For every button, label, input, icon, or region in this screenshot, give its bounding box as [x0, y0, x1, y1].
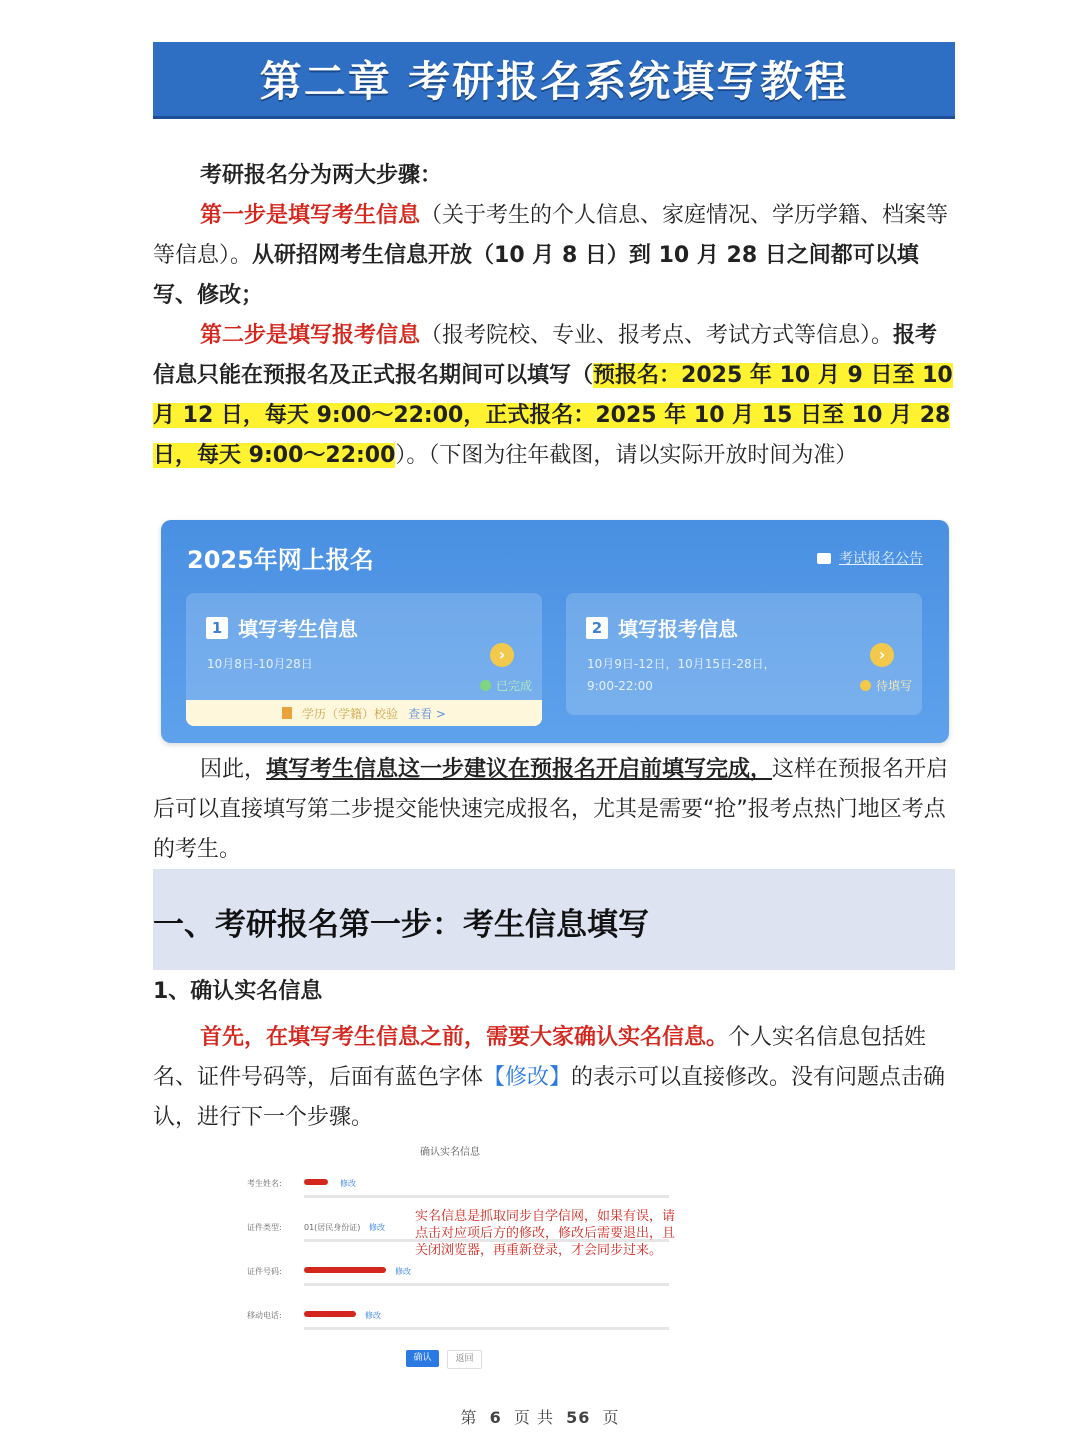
row-label: 考生姓名:	[247, 1179, 282, 1188]
edit-link[interactable]: 修改	[365, 1311, 381, 1320]
hint-line	[304, 1327, 669, 1330]
row-label: 证件号码:	[247, 1267, 282, 1276]
document-icon	[282, 707, 292, 719]
step1-paragraph	[153, 196, 955, 316]
advice-paragraph	[153, 750, 955, 870]
step2-status	[860, 677, 912, 694]
pending-icon	[860, 680, 871, 691]
step2-title: 填写报考信息	[618, 617, 738, 641]
sub-block	[153, 972, 955, 1138]
registration-card	[161, 520, 949, 743]
sub-rest2: 的表示可以直接修改。没有问题点击确认，进行下一个步骤。	[153, 1065, 946, 1130]
step1-number: 1	[206, 617, 228, 639]
page-number: 6	[489, 1408, 502, 1427]
row-label: 移动电话:	[247, 1311, 282, 1320]
sub-blue: 【修改】	[483, 1065, 572, 1090]
verify-bar	[186, 700, 542, 726]
verify-label: 学历（学籍）校验	[302, 706, 399, 721]
footer-pre: 第	[460, 1408, 478, 1427]
redacted-mark	[304, 1179, 328, 1185]
step2-dates	[587, 653, 776, 697]
chevron-right-icon[interactable]: ›	[490, 643, 514, 667]
hint-line	[304, 1283, 669, 1286]
advice-block	[153, 750, 955, 870]
edit-link[interactable]: 修改	[369, 1223, 385, 1232]
confirm-button[interactable]: 确认	[406, 1350, 439, 1367]
verify-link[interactable]: 查看 >	[408, 706, 446, 721]
row-label: 证件类型:	[247, 1223, 282, 1232]
realname-form	[235, 1140, 676, 1375]
redacted-mark	[304, 1267, 386, 1273]
sub-rest1: 个人实名信息包括姓名、证件号码等，后面有蓝色字体	[153, 1025, 927, 1090]
step1-bold: 从研招网考生信息开放（10 月 8 日）到 10 月 28 日之间都可以填写、修改；	[153, 243, 919, 308]
section-title: 一、考研报名第一步：考生信息填写	[153, 907, 649, 943]
section-header	[153, 869, 955, 970]
edit-link[interactable]: 修改	[340, 1179, 356, 1188]
page-footer	[0, 1405, 1080, 1428]
advice-rest: 这样在预报名开启后可以直接填写第二步提交能快速完成报名，尤其是需要“抢”报考点热门地区考点的考生。	[153, 757, 949, 862]
back-button[interactable]: 返回	[447, 1350, 482, 1369]
chevron-right-icon[interactable]: ›	[870, 643, 894, 667]
step2-paragraph	[153, 316, 955, 476]
intro-heading: 考研报名分为两大步骤：	[200, 163, 443, 188]
redacted-mark	[304, 1311, 356, 1317]
step1-title: 填写考生信息	[238, 617, 358, 641]
step2-red: 第二步是填写报考信息	[200, 323, 421, 348]
notice-text: 考试报名公告	[839, 551, 923, 567]
step2-bold: 报考信息只能在预报名及正式报名期间可以填写（	[153, 323, 938, 388]
step1-status	[480, 677, 532, 694]
step1-dates: 10月8日-10月28日	[207, 657, 313, 671]
sub-paragraph	[153, 1018, 955, 1138]
chapter-title: 第二章 考研报名系统填写教程	[259, 57, 849, 106]
step1-box[interactable]	[186, 593, 542, 726]
step2-dates-line1: 10月9日-12日，10月15日-28日，	[587, 657, 776, 671]
step2-tail: ）。（下图为往年截图，请以实际开放时间为准）	[395, 443, 858, 468]
footer-post: 页	[602, 1408, 620, 1427]
edit-link[interactable]: 修改	[395, 1267, 411, 1276]
sub-heading: 1、确认实名信息	[153, 979, 323, 1004]
step1-rest: （关于考生的个人信息、家庭情况、学历学籍、档案等等信息）。	[153, 203, 949, 268]
step2-highlight: 预报名：2025 年 10 月 9 日至 10 月 12 日，每天 9:00～22:00，正式报名：2025 年 10 月 15 日至 10 月 28 日，每天 9:00～22:00	[153, 363, 953, 468]
page-total: 56	[566, 1408, 591, 1427]
step2-box[interactable]	[566, 593, 922, 715]
step1-red: 第一步是填写考生信息	[200, 203, 421, 228]
chapter-banner	[153, 42, 955, 119]
step2-number: 2	[586, 617, 608, 639]
step2-rest: （报考院校、专业、报考点、考试方式等信息）。	[420, 323, 894, 348]
callout-note: 实名信息是抓取同步自学信网，如果有误，请点击对应项后方的修改，修改后需要退出，且关闭浏览器，再重新登录，才会同步过来。	[415, 1209, 676, 1258]
form-title: 确认实名信息	[420, 1147, 480, 1158]
step1-status-text: 已完成	[495, 679, 532, 693]
advice-prefix: 因此，	[200, 757, 267, 782]
intro-block	[153, 156, 955, 476]
advice-underline: 填写考生信息这一步建议在预报名开启前填写完成，	[266, 757, 773, 782]
hint-line	[304, 1195, 669, 1198]
step2-status-text: 待填写	[875, 679, 912, 693]
sub-red: 首先，在填写考生信息之前，需要大家确认实名信息。	[200, 1025, 729, 1050]
row-value: 01(居民身份证)	[304, 1223, 361, 1232]
card-title: 2025年网上报名	[187, 546, 374, 574]
footer-mid: 页 共	[513, 1408, 554, 1427]
step2-dates-line2: 9:00-22:00	[587, 679, 653, 693]
check-icon	[480, 680, 491, 691]
notice-icon	[817, 553, 831, 564]
notice-link[interactable]	[817, 548, 923, 568]
